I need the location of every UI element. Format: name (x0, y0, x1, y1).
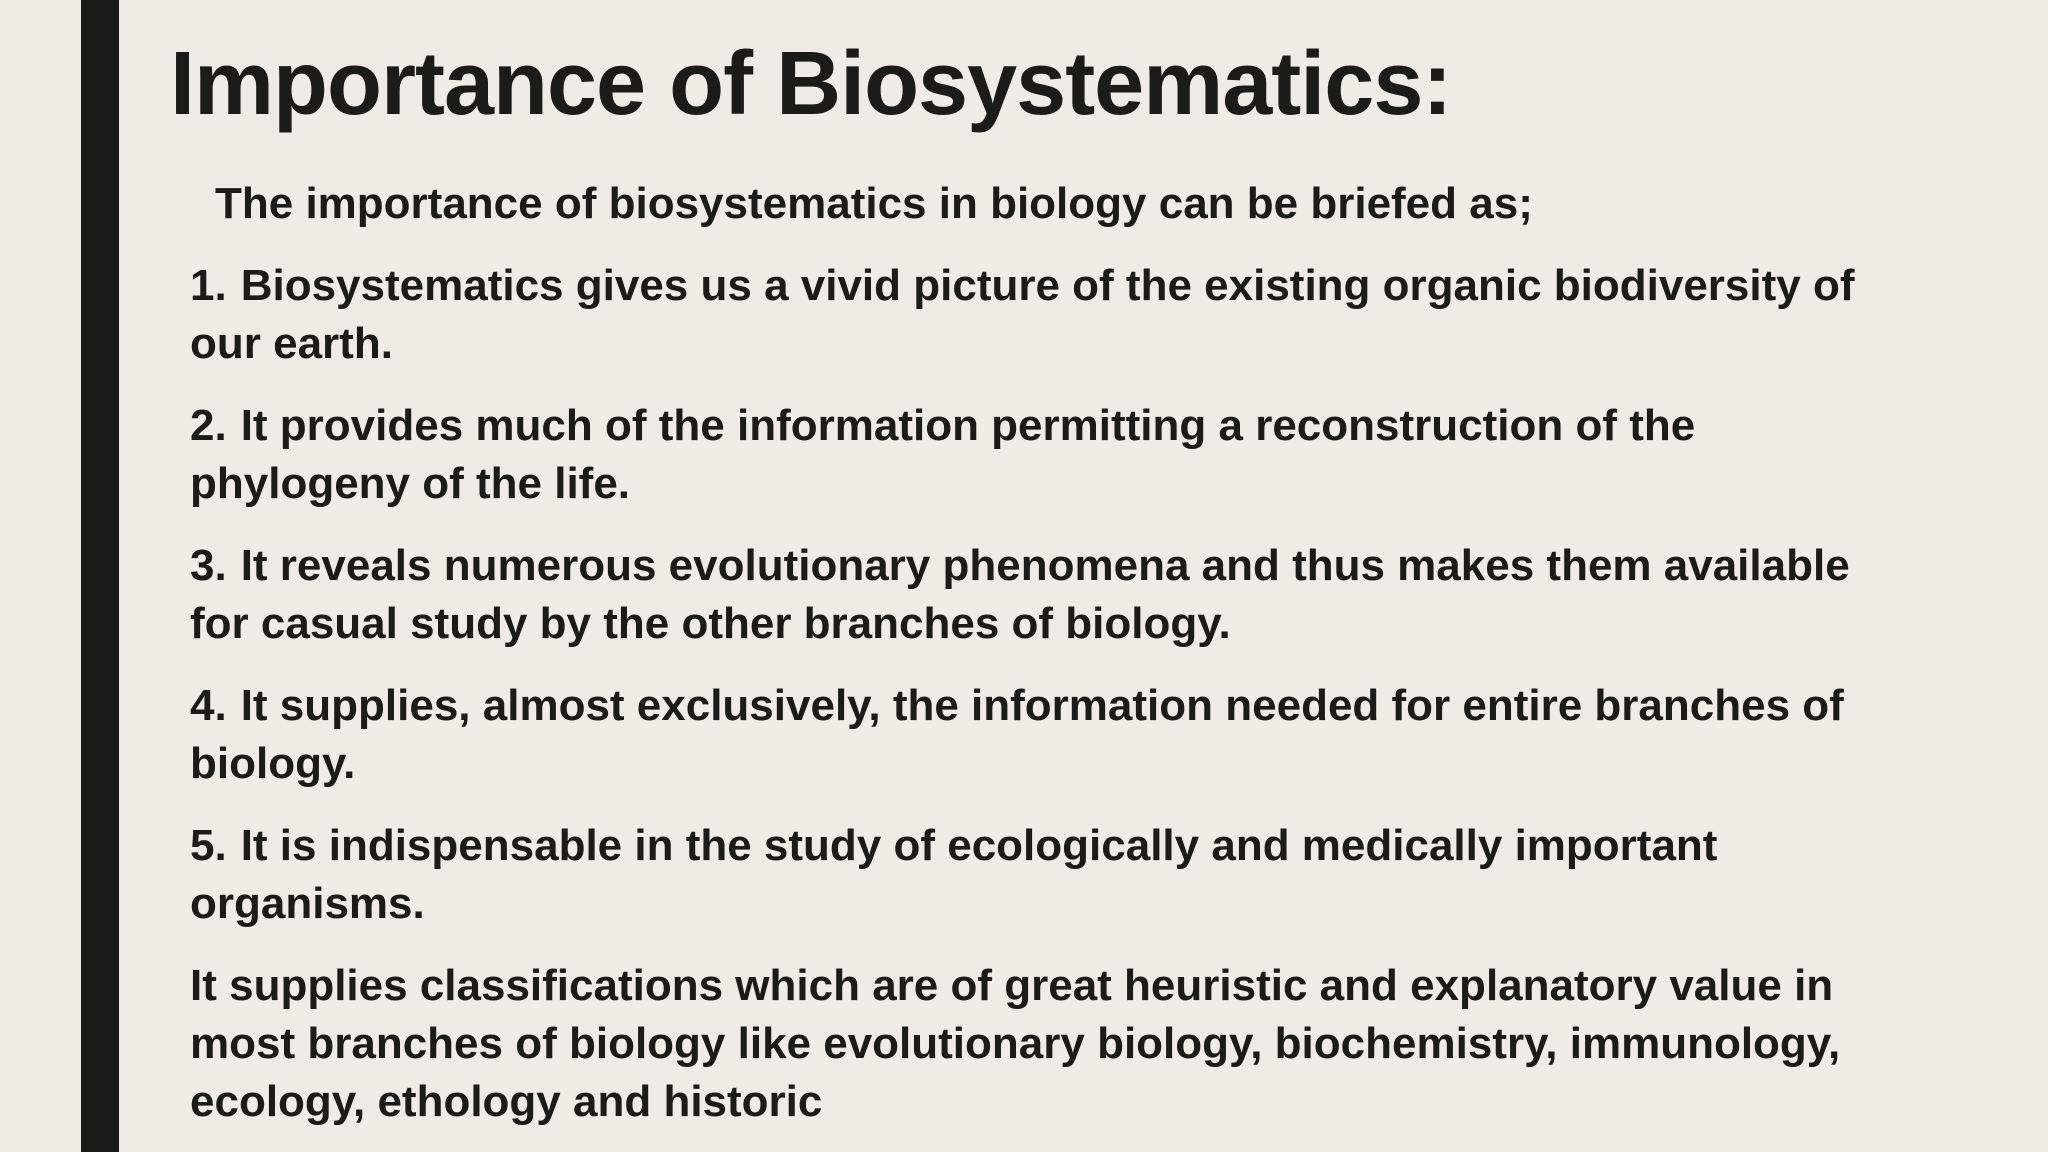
importance-point-2 (190, 397, 1910, 513)
point-text-1: Biosystematics gives us a vivid picture of the existing organic biodiversity of our earth. (190, 261, 1855, 368)
intro-text: The importance of biosystematics in biology can be briefed as; (215, 179, 1533, 228)
point-text-4: It supplies, almost exclusively, the information needed for entire branches of biology. (190, 681, 1844, 788)
importance-point-5 (190, 817, 1910, 933)
point-number-3: 3. (190, 541, 227, 590)
slide-title: Importance of Biosystematics: (170, 34, 1452, 134)
importance-point-1 (190, 257, 1910, 373)
point-number-5: 5. (190, 821, 227, 870)
importance-point-4 (190, 677, 1910, 793)
point-text-3: It reveals numerous evolutionary phenomena and thus makes them available for casual study by the other branches of biology. (190, 541, 1850, 648)
point-number-2: 2. (190, 401, 227, 450)
point-text-5: It is indispensable in the study of ecologically and medically important organisms. (190, 821, 1718, 928)
closing-paragraph: It supplies classifications which are of great heuristic and explanatory value in most branches of biology like evolutionary biology, biochemistry, immunology, ecology, ethology and historic (190, 961, 1841, 1126)
left-accent-bar (81, 0, 119, 1152)
point-number-4: 4. (190, 681, 227, 730)
point-number-1: 1. (190, 261, 227, 310)
slide-content (190, 175, 1910, 1131)
point-text-2: It provides much of the information permitting a reconstruction of the phylogeny of the life. (190, 401, 1696, 508)
importance-point-3 (190, 537, 1910, 653)
